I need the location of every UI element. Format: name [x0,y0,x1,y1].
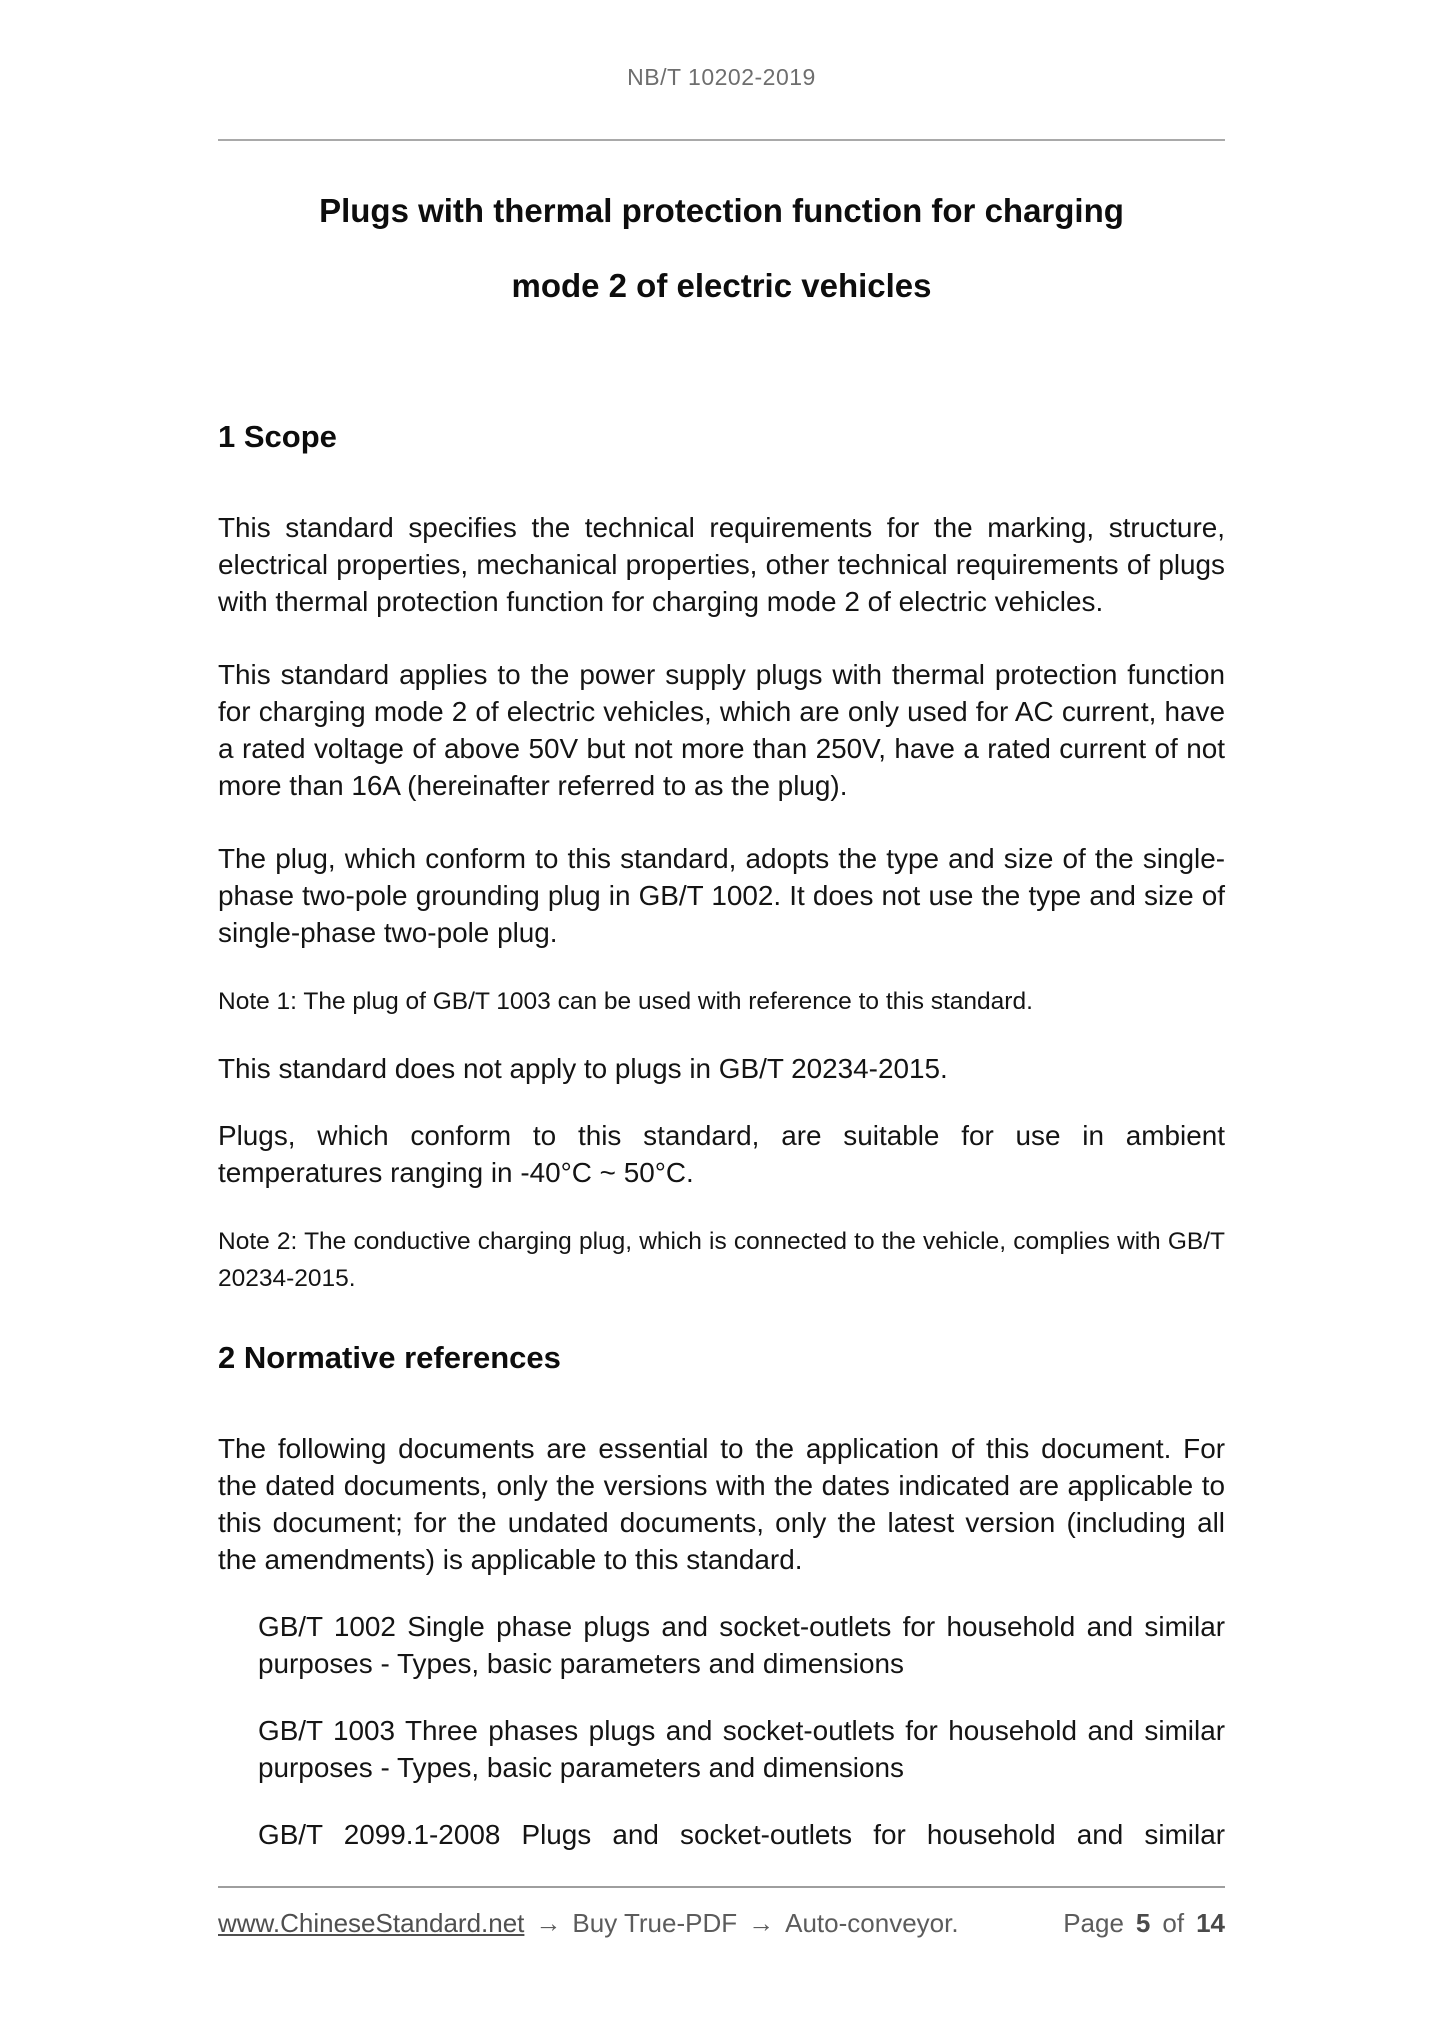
note: Note 1: The plug of GB/T 1003 can be used with reference to this standard. [218,988,1033,1015]
paragraph: The plug, which conform to this standard, adopts the type and size of the single-phase two-pole grounding plug in GB/T 1002. It does not use the type and size of single-phase two-pole plug. [218,843,1225,948]
page-of-label: of [1162,1908,1185,1938]
footer-conveyor-label: Auto-conveyor. [785,1908,959,1938]
section-heading-normative-references: 2 Normative references [218,1340,561,1375]
doc-number: NB/T 10202-2019 [627,64,816,90]
document-title-line2: mode 2 of electric vehicles [511,267,932,304]
page-number-current: 5 [1135,1908,1151,1938]
page-number-total: 14 [1196,1908,1225,1938]
header-rule [218,139,1225,141]
page-footer [218,1886,1225,1939]
footer-buy-label: Buy True-PDF [572,1908,738,1938]
section-heading-scope: 1 Scope [218,419,337,454]
arrow-right-icon: → [535,1908,562,1938]
reference-item: GB/T 1002 Single phase plugs and socket-outlets for household and similar purposes - Types, basic parameters and dimensions [258,1611,1225,1679]
paragraph: Plugs, which conform to this standard, are suitable for use in ambient temperatures ranging in -40°C ~ 50°C. [218,1120,1225,1188]
footer-site-link[interactable]: www.ChineseStandard.net [218,1908,525,1938]
reference-item: GB/T 1003 Three phases plugs and socket-outlets for household and similar purposes - Types, basic parameters and dimensions [258,1715,1225,1783]
arrow-right-icon: → [748,1908,775,1938]
paragraph: This standard applies to the power supply plugs with thermal protection function for charging mode 2 of electric vehicles, which are only used for AC current, have a rated voltage of above 50V but not more than 250V, have a rated current of not more than 16A (hereinafter referred to as the plug). [218,659,1225,801]
reference-item: GB/T 2099.1-2008 Plugs and socket-outlets for household and similar [258,1819,1225,1850]
page-indicator [1063,1908,1225,1939]
page-label: Page [1063,1908,1124,1938]
note: Note 2: The conductive charging plug, which is connected to the vehicle, complies with GB/T 20234-2015. [218,1228,1225,1292]
paragraph: The following documents are essential to the application of this document. For the dated documents, only the versions with the dates indicated are applicable to this document; for the undated documents, only the latest version (including all the amendments) is applicable to this standard. [218,1433,1225,1575]
paragraph: This standard specifies the technical requirements for the marking, structure, electrical properties, mechanical properties, other technical requirements of plugs with thermal protection function for charging mode 2 of electric vehicles. [218,512,1225,617]
paragraph: This standard does not apply to plugs in GB/T 20234-2015. [218,1053,948,1084]
footer-left [218,1908,959,1939]
document-title-line1: Plugs with thermal protection function for charging [319,192,1124,229]
